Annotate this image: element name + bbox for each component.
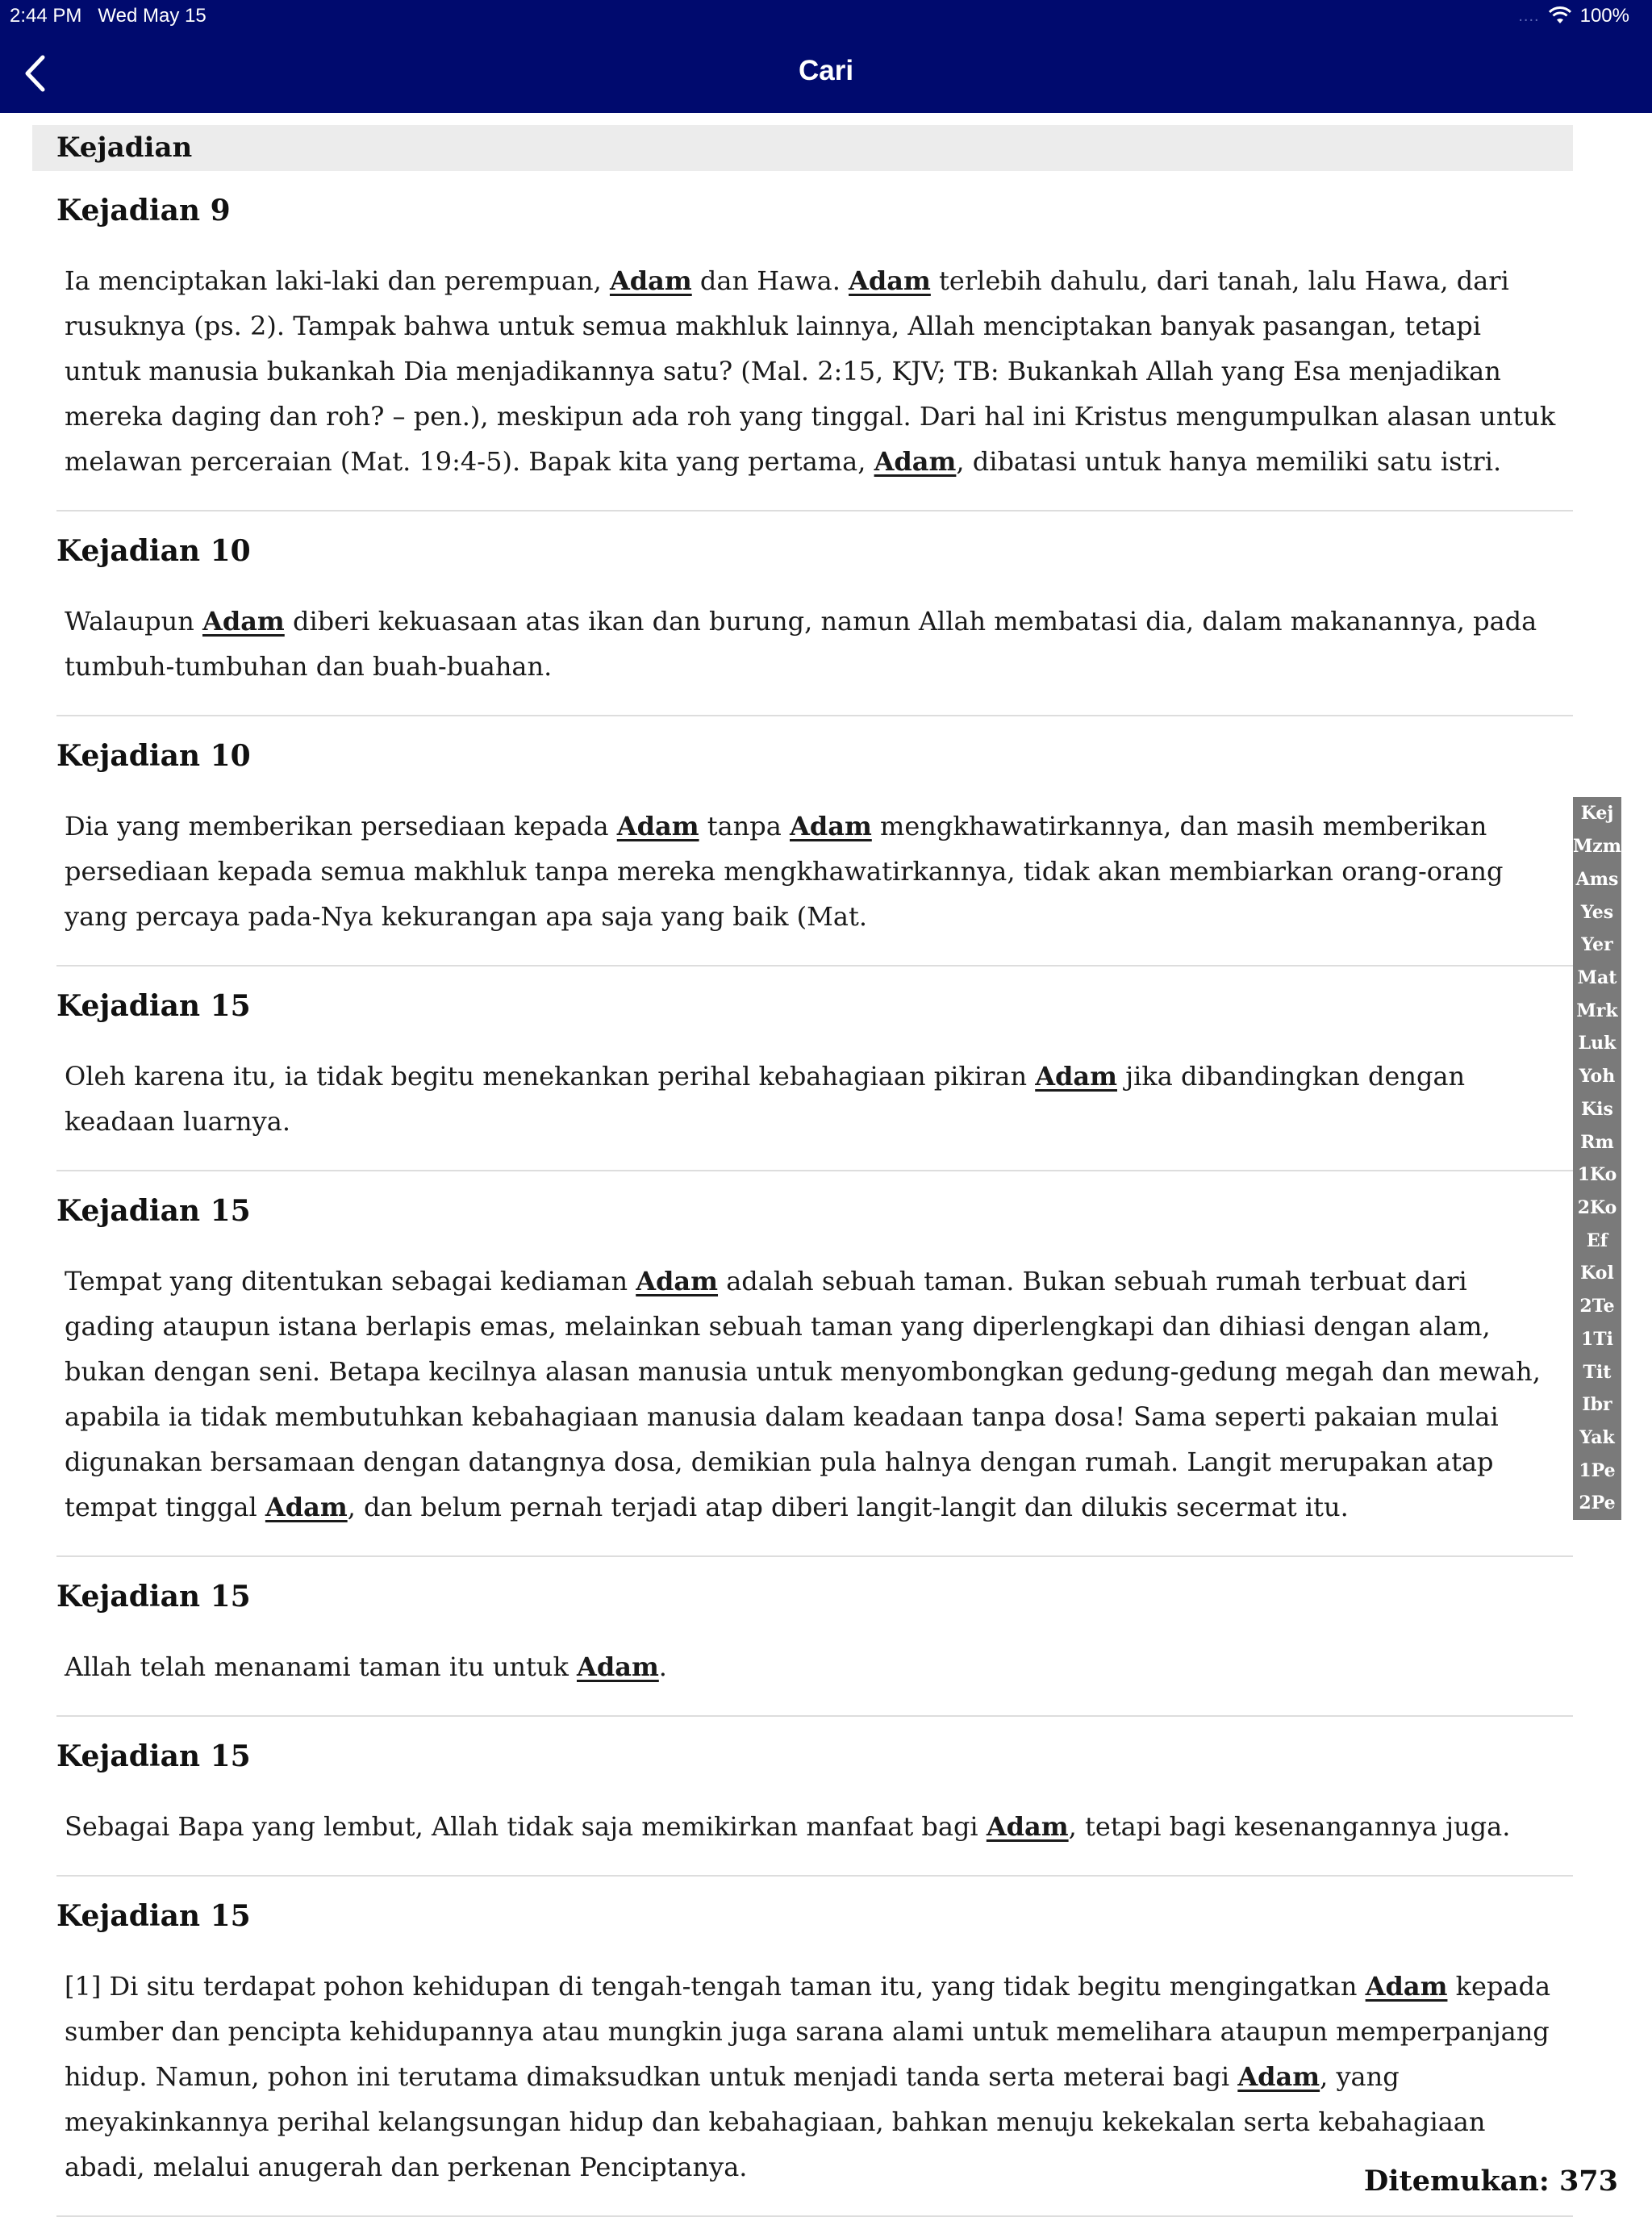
index-item-ibr[interactable]: Ibr — [1582, 1394, 1612, 1416]
result-text — [56, 1938, 1573, 2190]
index-item-1pe[interactable]: 1Pe — [1579, 1459, 1616, 1481]
results-list — [32, 171, 1573, 2217]
highlighted-term: Adam — [1237, 2061, 1320, 2092]
highlighted-term: Adam — [849, 265, 931, 296]
index-item-kej[interactable]: Kej — [1580, 803, 1614, 825]
result-entry[interactable] — [56, 1877, 1573, 2217]
text-segment: Dia yang memberikan persediaan kepada — [65, 811, 617, 841]
result-title: Kejadian 10 — [56, 534, 251, 568]
highlighted-term: Adam — [874, 446, 957, 477]
text-segment: jika dibandingkan dengan keadaan luarnya. — [65, 1061, 1466, 1137]
index-item-2ko[interactable]: 2Ko — [1577, 1196, 1617, 1218]
text-segment: adalah sebuah taman. Bukan sebuah rumah terbuat dari gading ataupun istana berlapis emas, melainkan sebuah taman yang diperlengkapi dan dihiasi dengan alam, bukan dengan seni. Betapa kecilnya alasan manusia untuk menyombongkan gedung-gedung megah dan mewah, apabila ia tidak membutuhkan kebahagiaan manusia dalam keadaan tanpa dosa! Sama seperti pakaian mulai digunakan bersamaan dengan datangnya dosa, demikian pula halnya dengan rumah. Langit merupakan atap tempat tinggal — [65, 1266, 1541, 1522]
text-segment: Tempat yang ditentukan sebagai kediaman — [65, 1266, 636, 1296]
index-item-rm[interactable]: Rm — [1580, 1131, 1614, 1153]
highlighted-term: Adam — [636, 1266, 719, 1296]
status-bar — [0, 0, 1652, 32]
text-segment: Allah telah menanami taman itu untuk — [65, 1651, 577, 1682]
index-item-2pe[interactable]: 2Pe — [1579, 1493, 1616, 1514]
result-text — [56, 1028, 1573, 1144]
index-item-tit[interactable]: Tit — [1583, 1361, 1612, 1383]
index-item-1ti[interactable]: 1Ti — [1580, 1328, 1614, 1350]
index-item-yoh[interactable]: Yoh — [1579, 1066, 1616, 1088]
result-title: Kejadian 15 — [56, 1899, 251, 1933]
highlighted-term: Adam — [265, 1492, 348, 1522]
index-item-2te[interactable]: 2Te — [1579, 1296, 1615, 1317]
text-segment: diberi kekuasaan atas ikan dan burung, namun Allah membatasi dia, dalam makanannya, pada tumbuh-tumbuhan dan buah-buahan. — [65, 606, 1537, 682]
result-entry[interactable] — [56, 171, 1573, 511]
text-segment: mengkhawatirkannya, dan masih memberikan persediaan kepada semua makhluk tanpa mereka mengkhawatirkannya, tidak akan membiarkan orang-orang yang percaya pada-Nya kekurangan apa saja yang baik (Mat. — [65, 811, 1504, 932]
status-time: 2:44 PM Wed May 15 — [10, 5, 206, 27]
text-segment: , dan belum pernah terjadi atap diberi langit-langit dan dilukis secermat itu. — [347, 1492, 1349, 1522]
text-segment: Walaupun — [65, 606, 202, 637]
highlighted-term: Adam — [1035, 1061, 1118, 1092]
index-item-kol[interactable]: Kol — [1580, 1263, 1614, 1284]
highlighted-term: Adam — [790, 811, 872, 841]
index-item-ef[interactable]: Ef — [1586, 1230, 1608, 1251]
battery-level: 100% — [1579, 5, 1629, 27]
result-title: Kejadian 15 — [56, 1194, 251, 1228]
results-count-value: 373 — [1558, 2165, 1618, 2198]
result-title: Kejadian 9 — [56, 194, 231, 228]
highlighted-term: Adam — [202, 606, 285, 637]
highlighted-term: Adam — [609, 265, 692, 296]
result-text — [56, 1618, 1573, 1689]
result-entry[interactable] — [56, 1717, 1573, 1877]
result-title: Kejadian 15 — [56, 1739, 251, 1773]
result-entry[interactable] — [56, 716, 1573, 967]
highlighted-term: Adam — [577, 1651, 659, 1682]
text-segment: dan Hawa. — [691, 265, 849, 296]
index-item-yak[interactable]: Yak — [1579, 1427, 1615, 1449]
status-right — [1518, 5, 1629, 27]
cellular-signal-icon: .... — [1518, 6, 1540, 25]
result-entry[interactable] — [56, 1171, 1573, 1557]
result-text — [56, 1233, 1573, 1530]
highlighted-term: Adam — [616, 811, 699, 841]
result-text — [56, 1778, 1573, 1849]
index-item-kis[interactable]: Kis — [1581, 1098, 1613, 1120]
result-title: Kejadian 15 — [56, 989, 251, 1023]
highlighted-term: Adam — [986, 1811, 1069, 1842]
book-section-header: Kejadian — [32, 125, 1573, 171]
results-count — [1364, 2165, 1618, 2198]
text-segment: Sebagai Bapa yang lembut, Allah tidak saja memikirkan manfaat bagi — [65, 1811, 987, 1842]
wifi-icon — [1548, 7, 1572, 25]
index-item-1ko[interactable]: 1Ko — [1577, 1164, 1617, 1186]
text-segment: , yang meyakinkannya perihal kelangsungan hidup dan kebahagiaan, bahkan menuju kekekalan serta kebahagiaan abadi, melalui anugerah dan perkenan Penciptanya. — [65, 2061, 1486, 2182]
result-entry[interactable] — [56, 1557, 1573, 1717]
book-index-bar[interactable] — [1573, 797, 1621, 1520]
result-text — [56, 778, 1573, 939]
page-title: Cari — [798, 55, 854, 86]
index-item-yes[interactable]: Yes — [1580, 901, 1614, 923]
text-segment: Ia menciptakan laki-laki dan perempuan, — [65, 265, 610, 296]
index-item-ams[interactable]: Ams — [1575, 868, 1619, 890]
text-segment: , dibatasi untuk hanya memiliki satu istri. — [956, 446, 1502, 477]
text-segment: tanpa — [699, 811, 790, 841]
index-item-mrk[interactable]: Mrk — [1576, 1000, 1618, 1021]
text-segment: Oleh karena itu, ia tidak begitu menekankan perihal kebahagiaan pikiran — [65, 1061, 1036, 1092]
text-segment: , tetapi bagi kesenangannya juga. — [1068, 1811, 1511, 1842]
result-text — [56, 232, 1573, 484]
result-title: Kejadian 10 — [56, 739, 251, 773]
result-entry[interactable] — [56, 511, 1573, 716]
index-item-mzm[interactable]: Mzm — [1572, 836, 1622, 858]
index-item-yer[interactable]: Yer — [1581, 934, 1613, 956]
highlighted-term: Adam — [1365, 1971, 1448, 2002]
result-entry[interactable] — [56, 967, 1573, 1171]
index-item-luk[interactable]: Luk — [1578, 1033, 1617, 1054]
result-text — [56, 573, 1573, 689]
index-item-mat[interactable]: Mat — [1577, 967, 1617, 988]
nav-bar — [0, 32, 1652, 113]
text-segment: . — [658, 1651, 667, 1682]
text-segment: terlebih dahulu, dari tanah, lalu Hawa, dari rusuknya (ps. 2). Tampak bahwa untuk semua makhluk lainnya, Allah menciptakan banyak pasangan, tetapi untuk manusia bukankah Dia menjadikannya satu? (Mal. 2:15, KJV; TB: Bukankah Allah yang Esa menjadikan mereka daging dan roh? – pen.), meskipun ada roh yang tinggal. Dari hal ini Kristus mengumpulkan alasan untuk melawan perceraian (Mat. 19:4-5). Bapak kita yang pertama, — [65, 265, 1556, 477]
text-segment: kepada sumber dan pencipta kehidupannya atau mungkin juga sarana alami untuk memelihara ataupun memperpanjang hidup. Namun, pohon ini terutama dimaksudkan untuk menjadi tanda serta meterai bagi — [65, 1971, 1551, 2092]
text-segment: [1] Di situ terdapat pohon kehidupan di tengah-tengah taman itu, yang tidak begitu mengingatkan — [65, 1971, 1366, 2002]
result-title: Kejadian 15 — [56, 1580, 251, 1614]
results-count-label: Ditemukan: — [1363, 2165, 1550, 2198]
